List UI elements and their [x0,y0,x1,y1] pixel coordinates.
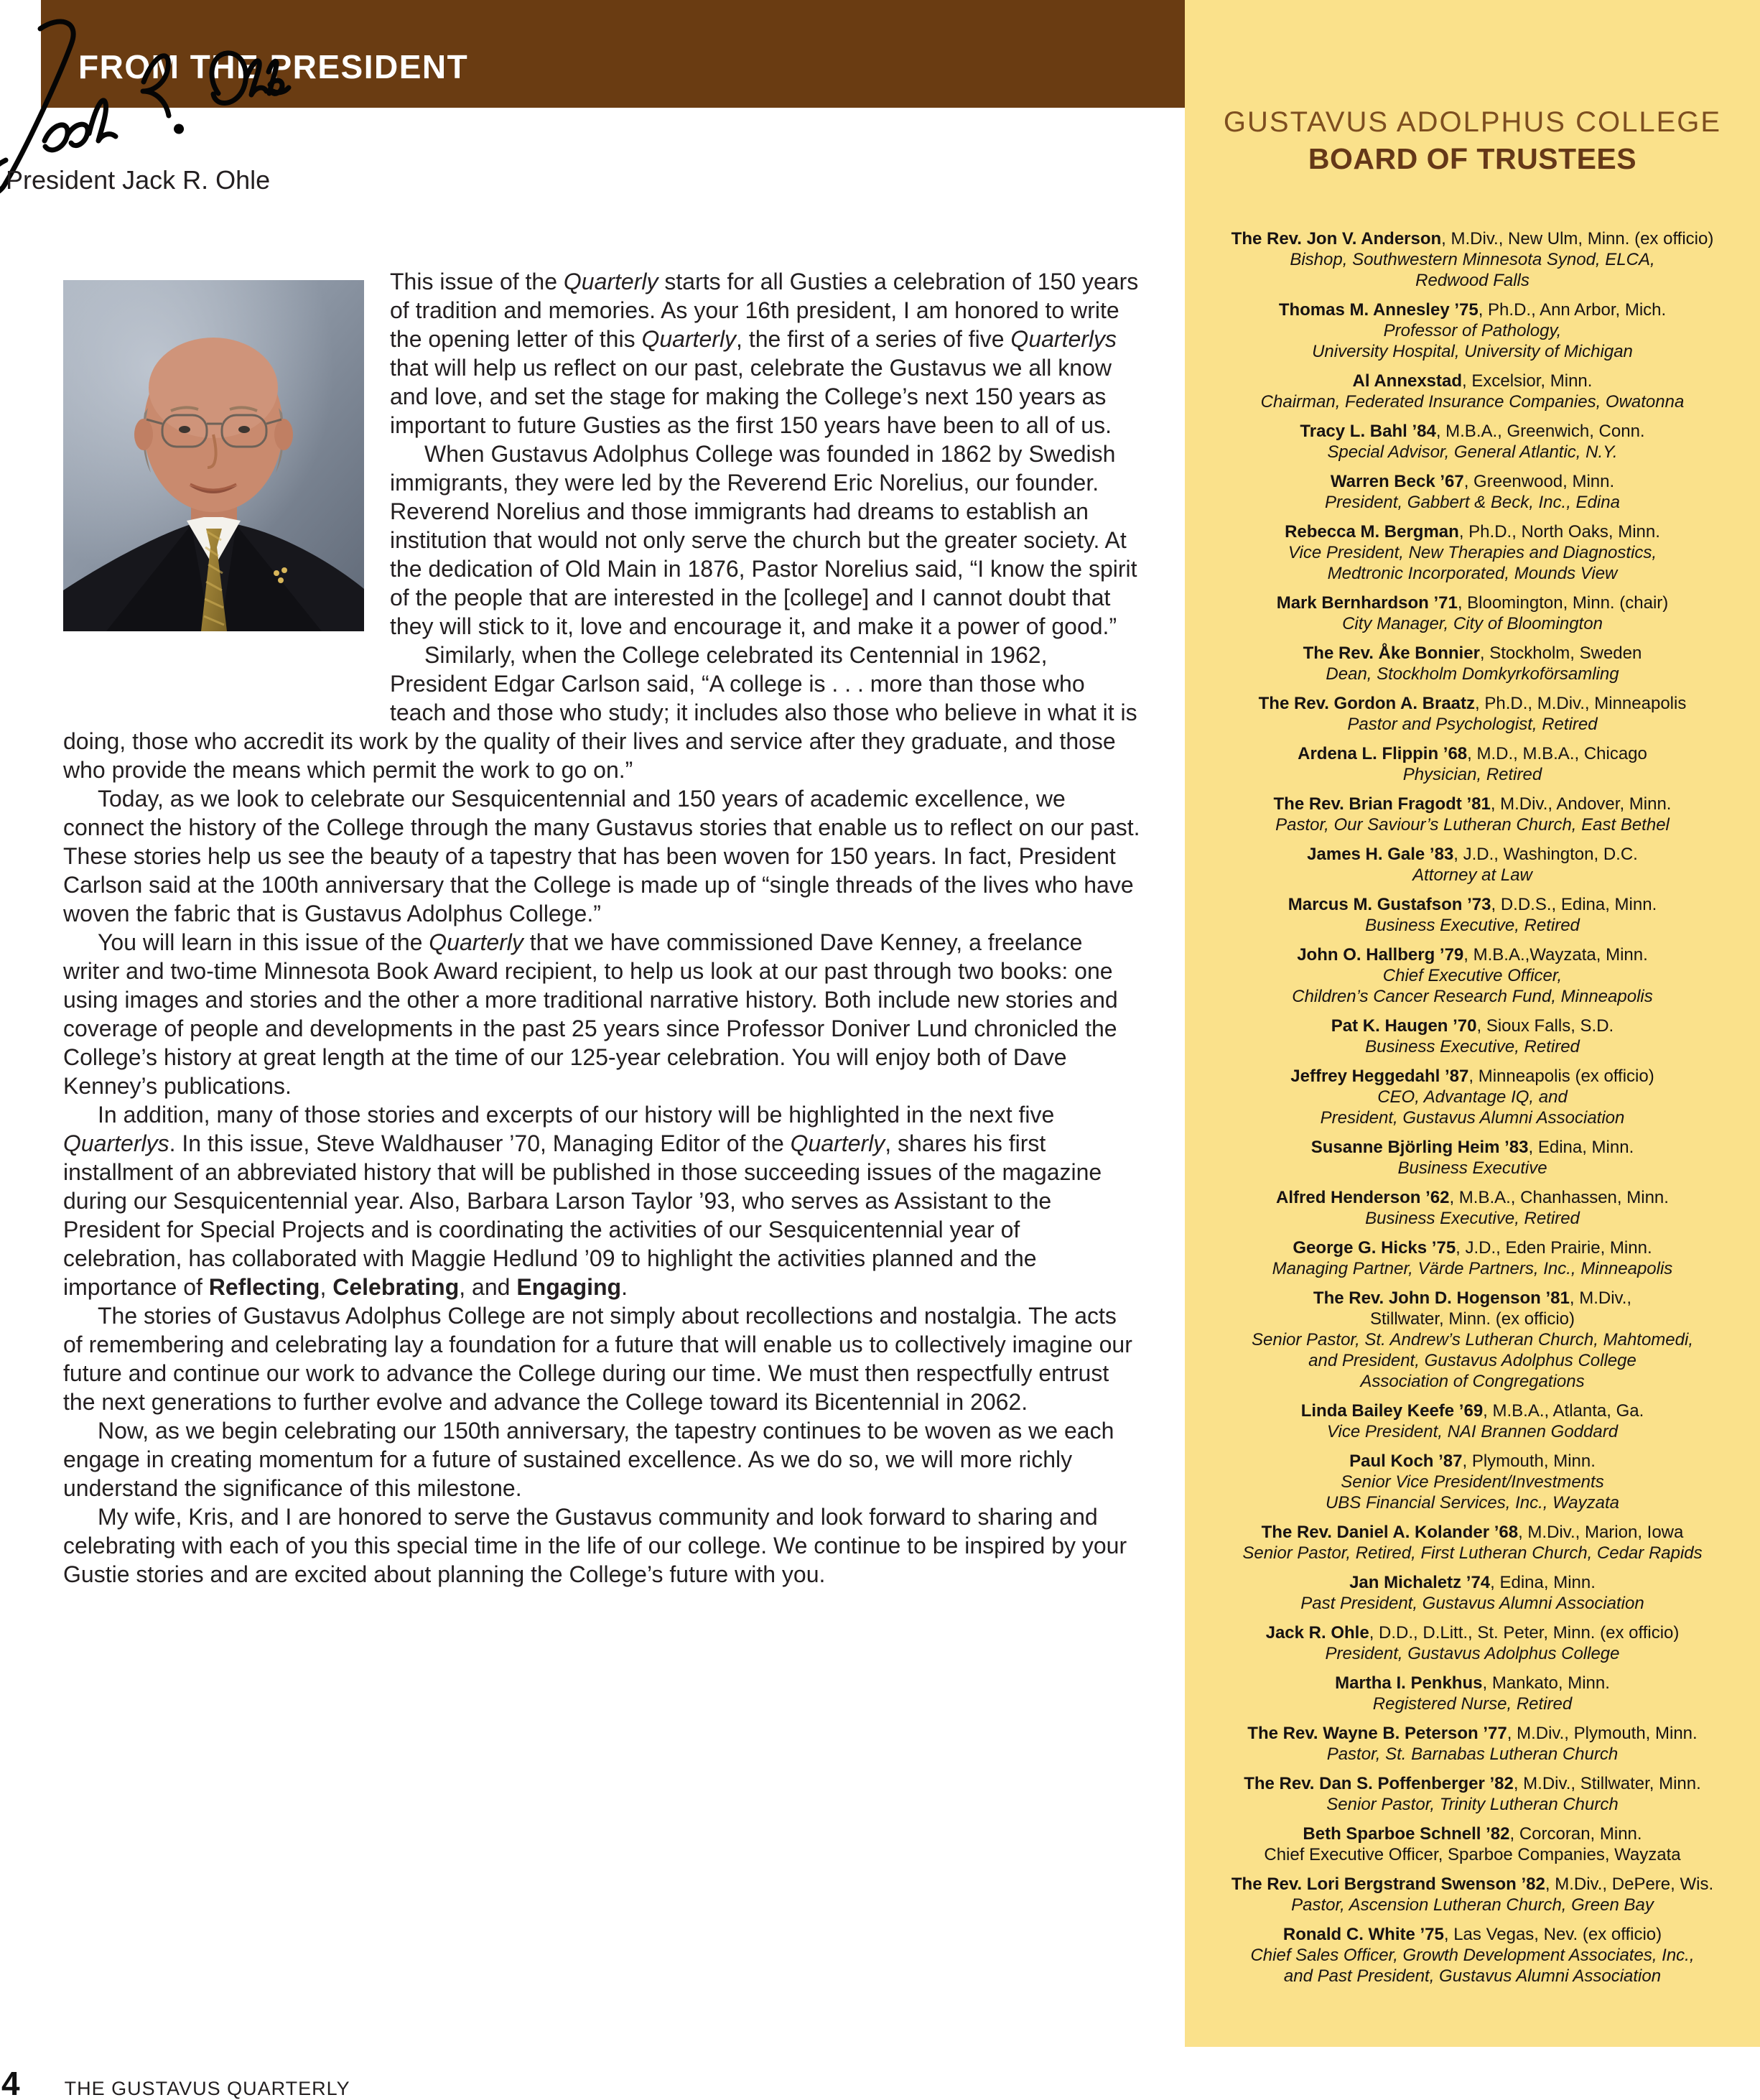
trustee-entry: Marcus M. Gustafson ’73, D.D.S., Edina, Minn. Business Executive, Retired [1202,894,1743,936]
trustee-role-line: Senior Pastor, Trinity Lutheran Church [1326,1795,1619,1814]
trustee-role-line: Pastor, St. Barnabas Lutheran Church [1326,1744,1619,1764]
trustee-role-line: Past President, Gustavus Alumni Association [1300,1594,1644,1613]
trustee-role-line: Special Advisor, General Atlantic, N.Y. [1327,442,1618,462]
trustee-entry: Jack R. Ohle, D.D., D.Litt., St. Peter, Minn. (ex officio) President, Gustavus Adolphus College [1202,1622,1743,1664]
trustee-role-line: Bishop, Southwestern Minnesota Synod, ELCA, [1290,250,1655,269]
letter-paragraph: Similarly, when the College celebrated its Centennial in 1962, President Edgar Carlson said, “A college is . . . more than those who teach and those who study; it includes also those who believe in what it is doing, those who accredit its work by the quality of their lives and service after they graduate, and those who provide the means which permit the work to go on.” [63,642,1137,783]
trustee-role-line: Senior Pastor, Retired, First Lutheran Church, Cedar Rapids [1242,1543,1703,1563]
trustee-entry: Pat K. Haugen ’70, Sioux Falls, S.D. Business Executive, Retired [1202,1016,1743,1057]
trustee-entry: The Rev. Brian Fragodt ’81, M.Div., Andover, Minn. Pastor, Our Saviour’s Lutheran Church, East Bethel [1202,794,1743,835]
trustee-entry: Alfred Henderson ’62, M.B.A., Chanhassen, Minn. Business Executive, Retired [1202,1187,1743,1229]
trustee-role-line: Pastor, Our Saviour’s Lutheran Church, East Bethel [1275,815,1670,835]
trustee-role-line: President, Gabbert & Beck, Inc., Edina [1325,493,1620,512]
trustee-entry: Paul Koch ’87, Plymouth, Minn. Senior Vice President/Investments UBS Financial Services, Inc., Wayzata [1202,1451,1743,1513]
page-number: 4 [1,2065,20,2100]
letter-paragraph: My wife, Kris, and I are honored to serve the Gustavus community and look forward to sharing and celebrating with each of you this special time in the life of our college. We continue to be inspired by your Gustie stories and are excited about planning the College’s future with you. [63,1504,1127,1587]
trustee-entry: Susanne Björling Heim ’83, Edina, Minn. Business Executive [1202,1137,1743,1179]
letter-paragraph: This issue of the Quarterly starts for all Gusties a celebration of 150 years of tradition and memories. As your 16th president, I am honored to write the opening letter of this Quarterly, the first of a series of five Quarterlys that will help us reflect on our past, celebrate the Gustavus we all know and love, and set the stage for making the College’s next 150 years as important to future Gusties as the first 150 years have been to all of us. [390,269,1139,438]
trustee-entry: Warren Beck ’67, Greenwood, Minn. President, Gabbert & Beck, Inc., Edina [1202,471,1743,513]
signature-area [0,13,297,250]
trustee-role-line: President, Gustavus Adolphus College [1325,1644,1620,1663]
president-photo [63,280,364,631]
trustee-role-line: Physician, Retired [1402,765,1542,784]
trustee-entry: The Rev. Wayne B. Peterson ’77, M.Div., Plymouth, Minn. Pastor, St. Barnabas Lutheran Church [1202,1723,1743,1765]
page-footer [1,2064,350,2100]
trustee-role-line: Pastor and Psychologist, Retired [1347,715,1598,734]
trustee-role-line: Stillwater, Minn. (ex officio) [1370,1309,1575,1329]
trustee-entry: George G. Hicks ’75, J.D., Eden Prairie, Minn. Managing Partner, Värde Partners, Inc., Minneapolis [1202,1237,1743,1279]
trustee-role-line: President, Gustavus Alumni Association [1320,1108,1625,1128]
trustee-entry: Ronald C. White ’75, Las Vegas, Nev. (ex officio) Chief Sales Officer, Growth Development Associates, Inc., and Past President, Gustavus Alumni Association [1202,1924,1743,1987]
trustee-role-line: Redwood Falls [1415,271,1529,290]
trustee-entry: Thomas M. Annesley ’75, Ph.D., Ann Arbor, Mich. Professor of Pathology, University Hospital, University of Michigan [1202,299,1743,362]
trustee-entry: Jeffrey Heggedahl ’87, Minneapolis (ex officio) CEO, Advantage IQ, and President, Gustavus Alumni Association [1202,1066,1743,1128]
trustee-role-line: Vice President, NAI Brannen Goddard [1326,1422,1619,1441]
letter-paragraph: Today, as we look to celebrate our Sesquicentennial and 150 years of academic excellence, we connect the history of the College through the many Gustavus stories that enable us to reflect on our past. These stories help us see the beauty of a tapestry that has been woven for 150 years. In fact, President Carlson said at the 100th anniversary that the College is made up of “single threads of the lives who have woven the fabric that is Gustavus Adolphus College.” [63,786,1140,926]
signature-caption: President Jack R. Ohle [6,165,271,195]
trustee-entry: The Rev. John D. Hogenson ’81, M.Div., Stillwater, Minn. (ex officio) Senior Pastor, St. Andrew’s Lutheran Church, Mahtomedi, and President, Gustavus Adolphus College Association of Congregations [1202,1288,1743,1392]
trustee-role-line: and Past President, Gustavus Alumni Association [1283,1966,1662,1986]
trustee-entry: James H. Gale ’83, J.D., Washington, D.C. Attorney at Law [1202,844,1743,886]
trustee-entry: The Rev. Gordon A. Braatz, Ph.D., M.Div., Minneapolis Pastor and Psychologist, Retired [1202,693,1743,735]
letter-paragraph: Now, as we begin celebrating our 150th anniversary, the tapestry continues to be woven as we each engage in creating momentum for a future of sustained excellence. As we do so, we will more richly understand the significance of this milestone. [63,1418,1114,1501]
letter-paragraph: You will learn in this issue of the Quarterly that we have commissioned Dave Kenney, a freelance writer and two-time Minnesota Book Award recipient, to help us look at our past through two books: one using images and stories and the other a more traditional narrative history. Both include new stories and coverage of people and developments in the past 25 years since Professor Doniver Lund chronicled the College’s history at great length at the time of our 125-year celebration. You will enjoy both of Dave Kenney’s publications. [63,929,1118,1099]
trustee-entry: The Rev. Daniel A. Kolander ’68, M.Div., Marion, Iowa Senior Pastor, Retired, First Lutheran Church, Cedar Rapids [1202,1522,1743,1564]
trustee-entry: The Rev. Lori Bergstrand Swenson ’82, M.Div., DePere, Wis. Pastor, Ascension Lutheran Church, Green Bay [1202,1874,1743,1915]
trustees-list [1202,228,1743,1987]
trustees-college-title: GUSTAVUS ADOLPHUS COLLEGE [1223,106,1722,138]
trustee-role-line: Dean, Stockholm Domkyrkoförsamling [1326,664,1619,684]
trustee-entry: John O. Hallberg ’79, M.B.A.,Wayzata, Minn. Chief Executive Officer, Children’s Cancer Research Fund, Minneapolis [1202,944,1743,1007]
trustee-entry: Beth Sparboe Schnell ’82, Corcoran, Minn. Chief Executive Officer, Sparboe Companies, Wayzata [1202,1823,1743,1865]
trustee-role-line: Business Executive [1397,1158,1547,1178]
president-letter [63,267,1140,1589]
trustee-entry: Linda Bailey Keefe ’69, M.B.A., Atlanta, Ga. Vice President, NAI Brannen Goddard [1202,1400,1743,1442]
trustee-entry: The Rev. Åke Bonnier, Stockholm, Sweden Dean, Stockholm Domkyrkoförsamling [1202,643,1743,684]
trustee-entry: Ardena L. Flippin ’68, M.D., M.B.A., Chicago Physician, Retired [1202,743,1743,785]
president-portrait-image [63,280,364,631]
letter-paragraph: The stories of Gustavus Adolphus College are not simply about recollections and nostalgia. The acts of remembering and celebrating lay a foundation for a future that will enable us to collectively imagine our future and continue our work to advance the College during our time. We must then respectfully entrust the next generations to further evolve and advance the College toward its Bicentennial in 2062. [63,1303,1132,1415]
trustee-role-line: Children’s Cancer Research Fund, Minneapolis [1292,987,1653,1006]
trustee-entry: The Rev. Jon V. Anderson, M.Div., New Ulm, Minn. (ex officio) Bishop, Southwestern Minnesota Synod, ELCA, Redwood Falls [1202,228,1743,291]
trustee-role-line: Association of Congregations [1360,1372,1585,1391]
letter-paragraph: When Gustavus Adolphus College was founded in 1862 by Swedish immigrants, they were led by the Reverend Eric Norelius, our founder. Reverend Norelius and those immigrants had dreams to establish an institution that would not only serve the church but the greater society. At the dedication of Old Main in 1876, Pastor Norelius said, “I know the spirit of the people that are interested in the [college] and I cannot doubt that they will stick to it, love and encourage it, and make it a power of good.” [390,441,1137,639]
trustee-role-line: and President, Gustavus Adolphus College [1308,1351,1636,1370]
trustee-entry: Tracy L. Bahl ’84, M.B.A., Greenwich, Conn. Special Advisor, General Atlantic, N.Y. [1202,421,1743,463]
magazine-title: THE GUSTAVUS QUARTERLY [64,2078,350,2099]
trustee-role-line: Pastor, Ascension Lutheran Church, Green Bay [1291,1895,1654,1915]
trustee-role-line: Vice President, New Therapies and Diagnostics, [1288,543,1657,562]
trustee-role-line: Registered Nurse, Retired [1372,1694,1573,1714]
trustee-entry: Martha I. Penkhus, Mankato, Minn. Registered Nurse, Retired [1202,1673,1743,1714]
trustees-panel [1185,0,1760,2047]
trustee-entry: Mark Bernhardson ’71, Bloomington, Minn. (chair) City Manager, City of Bloomington [1202,593,1743,634]
photo-float [63,267,390,714]
trustee-role-line: Professor of Pathology, [1383,321,1562,340]
trustee-role-line: Senior Vice President/Investments [1341,1472,1604,1492]
trustee-role-line: City Manager, City of Bloomington [1342,614,1603,633]
trustee-role-line: Business Executive, Retired [1365,1209,1580,1228]
trustee-role-line: Business Executive, Retired [1365,1037,1580,1056]
trustee-entry: Al Annexstad, Excelsior, Minn. Chairman, Federated Insurance Companies, Owatonna [1202,371,1743,412]
trustees-board-title: BOARD OF TRUSTEES [1308,142,1637,175]
trustee-role-line: Chief Sales Officer, Growth Development Associates, Inc., [1250,1946,1695,1965]
trustee-role-line: Medtronic Incorporated, Mounds View [1327,564,1618,583]
trustee-role-line: CEO, Advantage IQ, and [1377,1087,1568,1107]
trustee-role-line: Chief Executive Officer, Sparboe Companies, Wayzata [1264,1845,1681,1864]
trustee-role-line: Business Executive, Retired [1365,916,1580,935]
trustee-role-line: Attorney at Law [1412,865,1532,885]
trustee-entry: The Rev. Dan S. Poffenberger ’82, M.Div., Stillwater, Minn. Senior Pastor, Trinity Lutheran Church [1202,1773,1743,1815]
letter-paragraph: In addition, many of those stories and excerpts of our history will be highlighted in the next five Quarterlys. In this issue, Steve Waldhauser ’70, Managing Editor of the Quarterly, shares his first installment of an abbreviated history that will be published in those succeeding issues of the magazine during our Sesquicentennial year. Also, Barbara Larson Taylor ’93, who serves as Assistant to the President for Special Projects and is coordinating the activities of our Sesquicentennial year of celebration, has collaborated with Maggie Hedlund ’09 to highlight the activities planned and the importance of Reflecting, Celebrating, and Engaging. [63,1102,1102,1300]
trustee-role-line: University Hospital, University of Michigan [1312,342,1633,361]
trustee-role-line: Senior Pastor, St. Andrew’s Lutheran Church, Mahtomedi, [1252,1330,1693,1349]
trustee-role-line: Chief Executive Officer, [1382,966,1563,985]
trustee-role-line: UBS Financial Services, Inc., Wayzata [1325,1493,1620,1513]
trustee-entry: Jan Michaletz ’74, Edina, Minn. Past President, Gustavus Alumni Association [1202,1572,1743,1614]
trustee-role-line: Managing Partner, Värde Partners, Inc., Minneapolis [1272,1259,1673,1278]
section-title: FROM THE PRESIDENT [78,48,469,85]
trustee-role-line: Chairman, Federated Insurance Companies, Owatonna [1260,392,1685,412]
trustee-entry: Rebecca M. Bergman, Ph.D., North Oaks, Minn. Vice President, New Therapies and Diagnostics, Medtronic Incorporated, Mounds View [1202,521,1743,584]
